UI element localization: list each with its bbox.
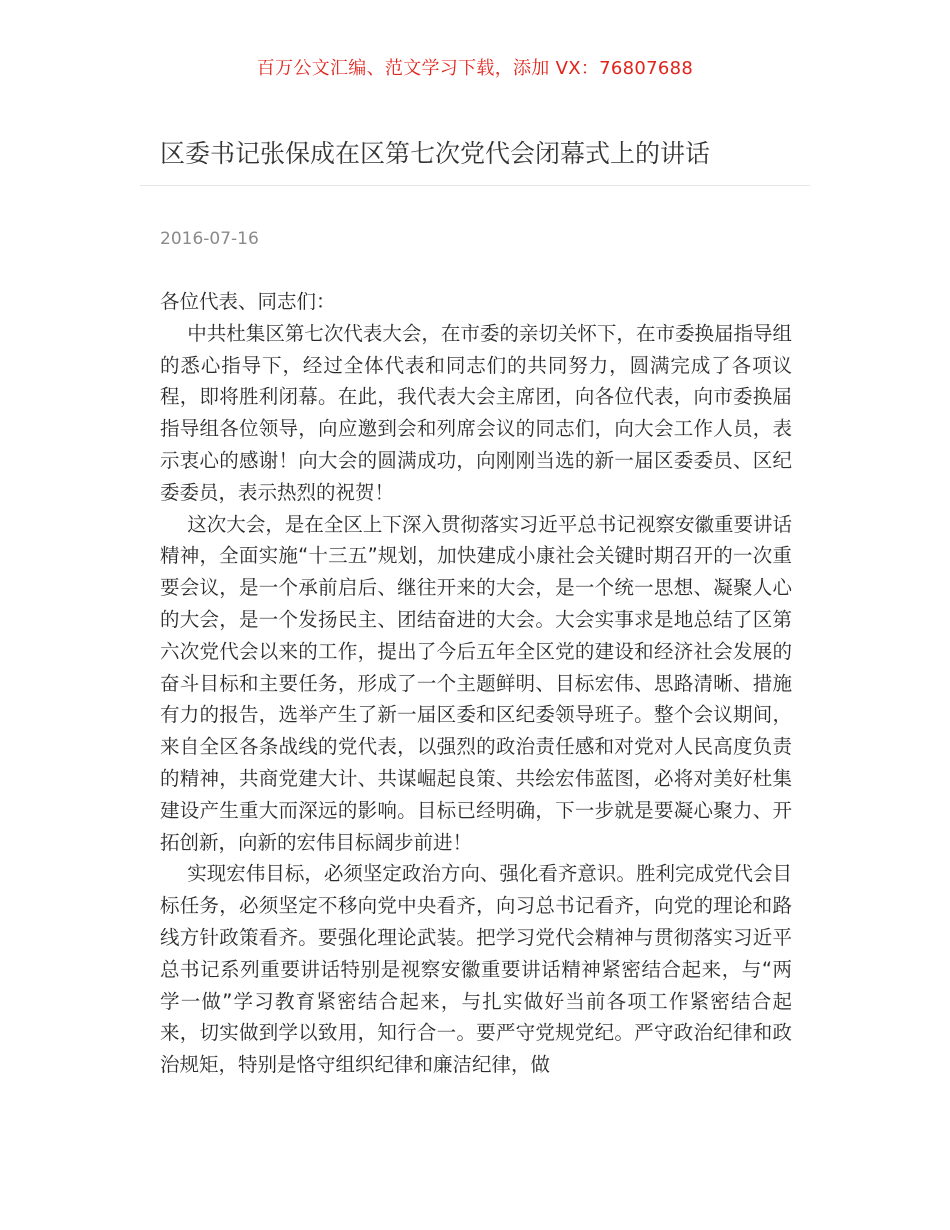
article-paragraph-3: 实现宏伟目标，必须坚定政治方向、强化看齐意识。胜利完成党代会目标任务，必须坚定不移向党中央看齐，向习总书记看齐，向党的理论和路线方针政策看齐。要强化理论武装。把学习党代会精神与贯彻落实习近平总书记系列重要讲话特别是视察安徽重要讲话精神紧密结合起来，与“两学一做”学习教育紧密结合起来，与扎实做好当前各项工作紧密结合起来，切实做到学以致用，知行合一。要严守党规党纪。严守政治纪律和政治规矩，特别是恪守组织纪律和廉洁纪律，做 — [160, 862, 792, 1077]
title-divider — [140, 185, 810, 186]
page-title: 区委书记张保成在区第七次党代会闭幕式上的讲话 — [160, 139, 711, 168]
article-paragraph-1: 中共杜集区第七次代表大会，在市委的亲切关怀下，在市委换届指导组的悉心指导下，经过全体代表和同志们的共同努力，圆满完成了各项议程，即将胜利闭幕。在此，我代表大会主席团，向各位代表，向市委换届指导组各位领导，向应邀到会和列席会议的同志们，向大会工作人员，表示衷心的感谢！向大会的圆满成功，向刚刚当选的新一届区委委员、区纪委委员，表示热烈的祝贺！ — [160, 321, 792, 504]
article-body — [160, 286, 792, 1081]
article-paragraph-2: 这次大会，是在全区上下深入贯彻落实习近平总书记视察安徽重要讲话精神，全面实施“十三五”规划，加快建成小康社会关键时期召开的一次重要会议，是一个承前启后、继往开来的大会，是一个统一思想、凝聚人心的大会，是一个发扬民主、团结奋进的大会。大会实事求是地总结了区第六次党代会以来的工作，提出了今后五年全区党的建设和经济社会发展的奋斗目标和主要任务，形成了一个主题鲜明、目标宏伟、思路清晰、措施有力的报告，选举产生了新一届区委和区纪委领导班子。整个会议期间，来自全区各条战线的党代表，以强烈的政治责任感和对党对人民高度负责的精神，共商党建大计、共谋崛起良策、共绘宏伟蓝图，必将对美好杜集建设产生重大而深远的影响。目标已经明确，下一步就是要凝心聚力、开拓创新，向新的宏伟目标阔步前进！ — [160, 512, 792, 854]
salutation: 各位代表、同志们： — [160, 290, 336, 313]
watermark-banner: 百万公文汇编、范文学习下载，添加 VX：76807688 — [256, 58, 694, 79]
publish-date: 2016-07-16 — [160, 229, 259, 249]
